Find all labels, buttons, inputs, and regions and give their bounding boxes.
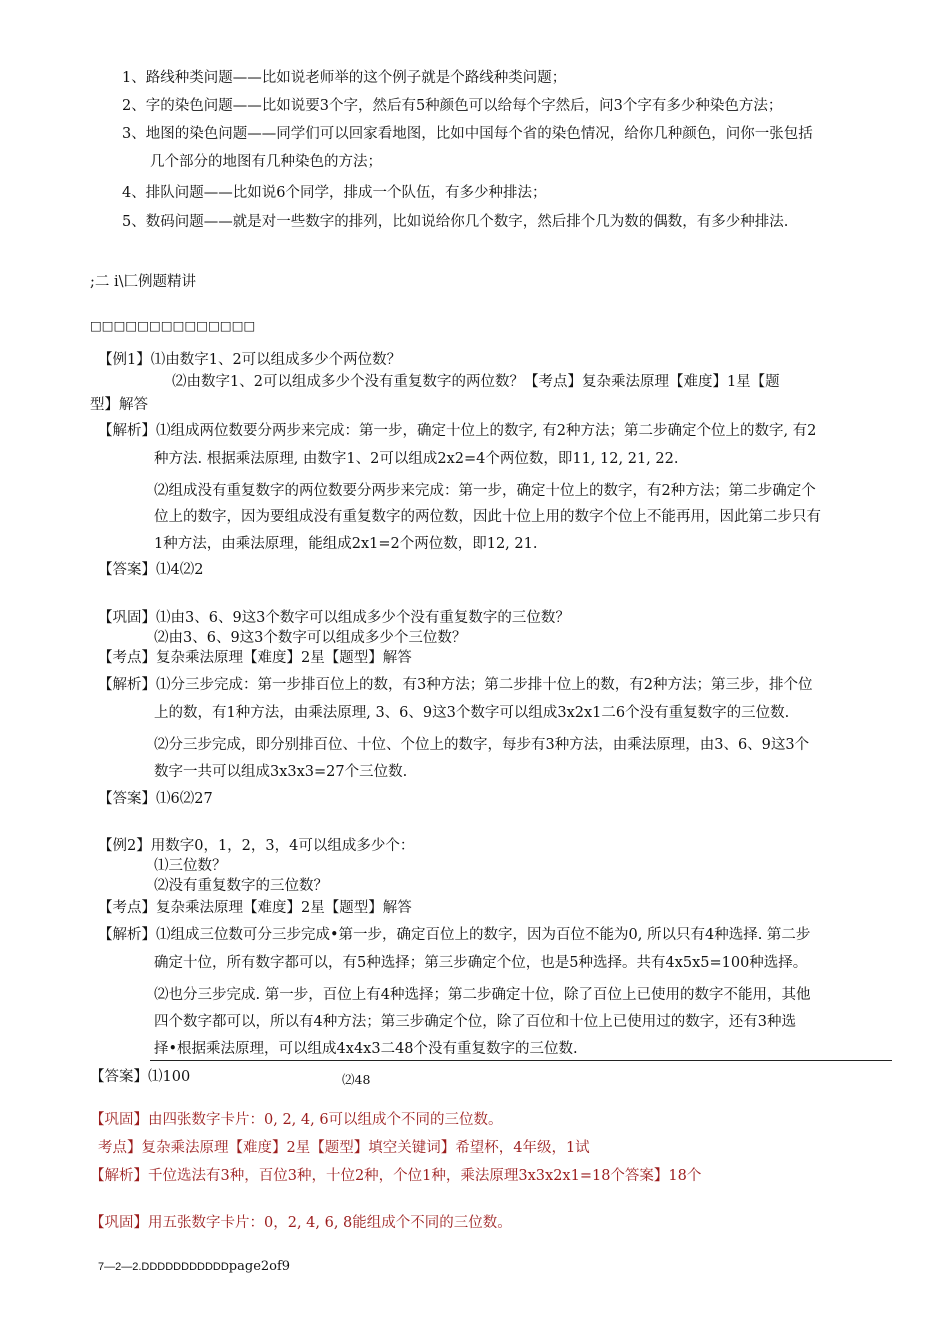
intro-line-1: 1、路线种类问题——比如说老师举的这个例子就是个路线种类问题； — [122, 70, 567, 86]
ex2-analysis-2: 确定十位，所有数字都可以，有5种选择；第三步确定个位，也是5种选择。共有4x5x5=100种选择。 — [154, 955, 808, 971]
footer-page-number: page2of9 — [228, 1259, 291, 1274]
ex1-analysis-1: 【解析】⑴组成两位数要分两步来完成：第一步，确定十位上的数字, 有2种方法；第二步确定个位上的数字, 有2 — [98, 423, 817, 439]
ex2-question-3: ⑵没有重复数字的三位数？ — [154, 878, 328, 894]
ex2-question-2: ⑴三位数？ — [154, 858, 227, 874]
intro-line-3: 3、地图的染色问题——同学们可以回家看地图，比如中国每个省的染色情况，给你几种颜色，问你一张包括 — [122, 126, 813, 142]
ex1-analysis-2: 种方法. 根据乘法原理, 由数字1、2可以组成2x2=4个两位数，即11, 12, 21, 22. — [154, 451, 679, 467]
divider-line — [150, 1060, 892, 1061]
ex2-answer-2: ⑵48 — [342, 1072, 371, 1087]
placeholder-boxes: □□□□□□□□□□□□□□ — [90, 318, 256, 333]
gg3-question: 【巩固】用五张数字卡片：0，2, 4, 6, 8能组成个不同的三位数。 — [90, 1215, 512, 1231]
gg1-analysis-4: 数字一共可以组成3x3x3=27个三位数. — [154, 764, 408, 780]
ex1-analysis-4: 位上的数字，因为要组成没有重复数字的两位数，因此十位上用的数字个位上不能再用，因此第二步只有 — [154, 509, 821, 525]
ex2-analysis-4: 四个数字都可以，所以有4种方法；第三步确定个位，除了百位和十位上已使用过的数字，还有3种选 — [154, 1014, 796, 1030]
intro-line-4: 4、排队问题——比如说6个同学，排成一个队伍，有多少种排法； — [122, 185, 547, 201]
ex2-question-1: 【例2】用数字0，1，2，3，4可以组成多少个： — [98, 838, 415, 854]
ex1-question-2: ⑵由数字1、2可以组成多少个没有重复数字的两位数？【考点】复杂乘法原理【难度】1星【题 — [172, 374, 780, 390]
section-title: ;二 i\匚例题精讲 — [90, 274, 197, 290]
gg2-keypoint: 考点】复杂乘法原理【难度】2星【题型】填空关键词】希望杯，4年级，1试 — [98, 1140, 590, 1156]
gg1-answer: 【答案】⑴6⑵27 — [98, 791, 213, 807]
gg1-keypoint: 【考点】复杂乘法原理【难度】2星【题型】解答 — [98, 650, 412, 666]
intro-line-5: 5、数码问题——就是对一些数字的排列，比如说给你几个数字，然后排个几为数的偶数，有多少种排法. — [122, 214, 789, 230]
gg2-question: 【巩固】由四张数字卡片：0, 2, 4, 6可以组成个不同的三位数。 — [90, 1112, 503, 1128]
ex2-analysis-3: ⑵也分三步完成. 第一步，百位上有4种选择；第二步确定十位，除了百位上已使用的数字不能用，其他 — [154, 987, 811, 1003]
ex2-analysis-5: 择•根据乘法原理，可以组成4x4x3二48个没有重复数字的三位数. — [154, 1041, 578, 1057]
intro-line-3-cont: 几个部分的地图有几种染色的方法； — [150, 154, 382, 170]
footer — [98, 1257, 290, 1277]
gg1-analysis-2: 上的数，有1种方法，由乘法原理, 3、6、9这3个数字可以组成3x2x1二6个没有重复数字的三位数. — [154, 705, 790, 721]
ex2-analysis-1: 【解析】⑴组成三位数可分三步完成•第一步，确定百位上的数字，因为百位不能为0, 所以只有4种选择. 第二步 — [98, 927, 811, 943]
footer-code: 7—2—2.DDDDDDDDDDD — [98, 1261, 229, 1273]
gg2-analysis: 【解析】千位选法有3种，百位3种，十位2种，个位1种，乘法原理3x3x2x1=18个答案】18个 — [90, 1168, 702, 1184]
intro-line-2: 2、字的染色问题——比如说要3个字，然后有5种颜色可以给每个字然后，问3个字有多少种染色方法； — [122, 98, 783, 114]
gg1-question-1: 【巩固】⑴由3、6、9这3个数字可以组成多少个没有重复数字的三位数？ — [98, 610, 570, 626]
ex1-answer: 【答案】⑴4⑵2 — [98, 562, 204, 578]
gg1-analysis-1: 【解析】⑴分三步完成：第一步排百位上的数，有3种方法；第二步排十位上的数，有2种方法；第三步，排个位 — [98, 677, 813, 693]
gg1-analysis-3: ⑵分三步完成，即分别排百位、十位、个位上的数字，每步有3种方法，由乘法原理，由3、6、9这3个 — [154, 737, 810, 753]
ex2-answer-1: 【答案】⑴100 — [90, 1069, 191, 1085]
ex1-analysis-5: 1种方法，由乘法原理，能组成2x1=2个两位数，即12, 21. — [154, 536, 538, 552]
ex1-analysis-3: ⑵组成没有重复数字的两位数要分两步来完成：第一步，确定十位上的数字，有2种方法；第二步确定个 — [154, 483, 816, 499]
ex1-question-1: 【例1】⑴由数字1、2可以组成多少个两位数？ — [98, 352, 402, 368]
gg1-question-2: ⑵由3、6、9这3个数字可以组成多少个三位数？ — [154, 630, 467, 646]
ex2-keypoint: 【考点】复杂乘法原理【难度】2星【题型】解答 — [98, 900, 412, 916]
ex1-question-3: 型】解答 — [90, 397, 148, 413]
